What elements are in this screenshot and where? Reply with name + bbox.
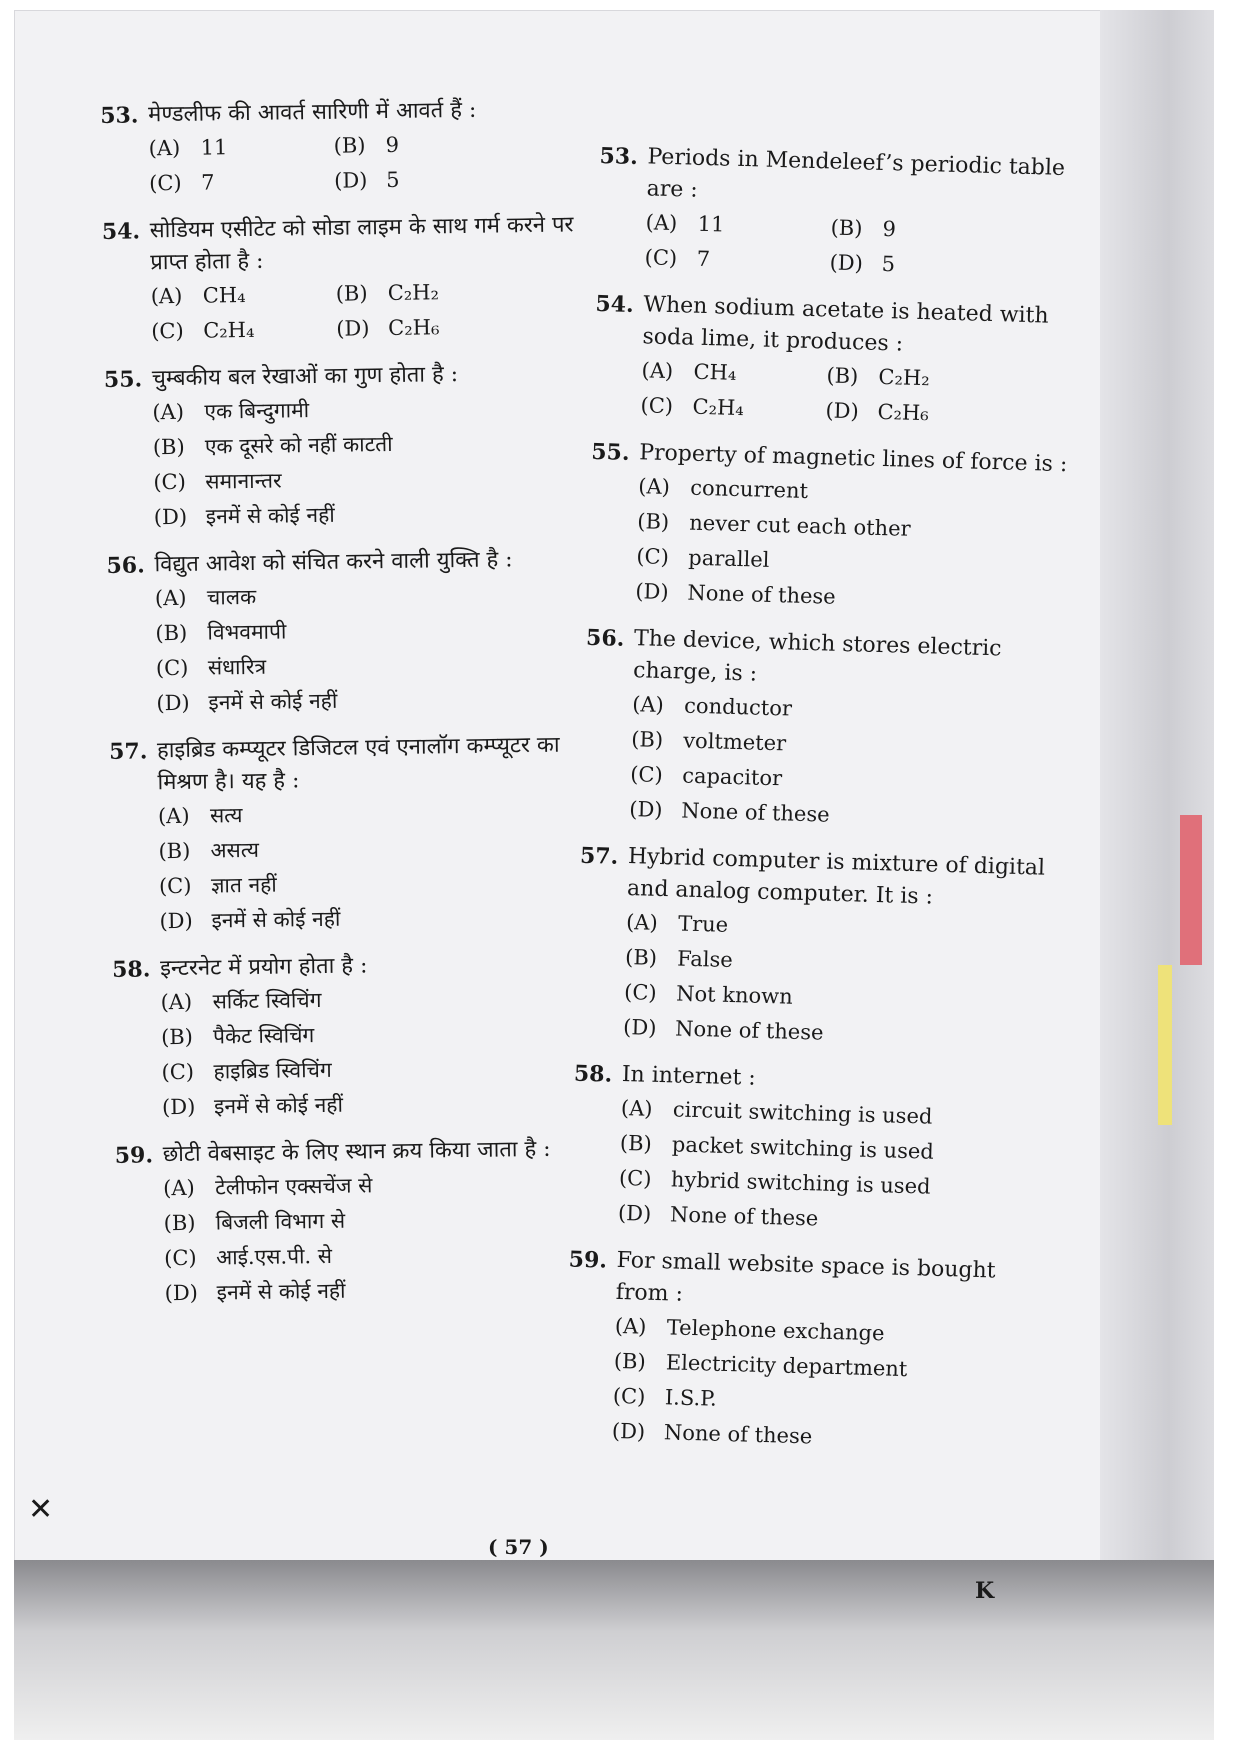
- option-text: 5: [385, 167, 400, 193]
- yellow-page-tab: [1158, 965, 1172, 1125]
- option-text: C₂H₂: [878, 364, 931, 391]
- english-question-55: [587, 436, 1072, 621]
- option: [154, 494, 606, 535]
- option-label: (A): [620, 1095, 653, 1121]
- option-label: (A): [152, 399, 185, 425]
- question-text: हाइब्रिड कम्प्यूटर डिजिटल एवं एनालॉग कम्प्यूटर का मिश्रण है। यह है :: [156, 732, 560, 796]
- hindi-column: [100, 93, 617, 1326]
- question-text: चुम्बकीय बल रेखाओं का गुण होता है :: [151, 362, 459, 392]
- option-label: (A): [641, 358, 674, 384]
- option-text: concurrent: [689, 475, 809, 503]
- question-number: 53.: [599, 142, 639, 171]
- option-label: (B): [160, 1024, 194, 1050]
- option-label: (C): [149, 170, 182, 196]
- option-text: सत्य: [209, 803, 243, 828]
- option-text: None of these: [680, 798, 830, 827]
- option: [148, 129, 333, 167]
- hindi-question-59: [115, 1133, 617, 1312]
- question-number: 54.: [101, 218, 141, 245]
- option-text: parallel: [688, 545, 770, 572]
- options-list: [163, 1165, 617, 1311]
- option-label: (B): [619, 1130, 653, 1156]
- option-text: False: [676, 946, 734, 973]
- option-text: never cut each other: [689, 510, 911, 541]
- option-text: None of these: [687, 580, 837, 609]
- english-column: [563, 140, 1080, 1475]
- hindi-question-55: [104, 357, 606, 536]
- option-text: इनमें से कोई नहीं: [211, 906, 341, 933]
- option-text: पैकेट स्विचिंग: [212, 1023, 315, 1049]
- option-text: voltmeter: [682, 728, 787, 756]
- option-text: CH₄: [693, 359, 737, 385]
- option-text: 7: [696, 246, 711, 272]
- option-label: (D): [622, 1014, 657, 1040]
- options-list: [151, 273, 604, 349]
- option-label: (C): [151, 318, 184, 344]
- option-label: (A): [631, 692, 665, 717]
- option: [826, 358, 1012, 398]
- option-label: (B): [163, 1210, 196, 1236]
- series-code: K: [975, 1578, 995, 1604]
- option-text: C₂H₂: [387, 280, 440, 306]
- option-label: (D): [336, 316, 370, 341]
- option: [156, 680, 608, 721]
- option-label: (D): [617, 1200, 652, 1226]
- option-text: packet switching is used: [671, 1132, 935, 1164]
- option-label: (D): [628, 797, 663, 823]
- option-label: (C): [164, 1245, 197, 1271]
- option: [336, 309, 521, 347]
- question-number: 59.: [568, 1246, 608, 1274]
- option-label: (D): [161, 1094, 196, 1120]
- option-text: C₂H₆: [877, 399, 930, 426]
- english-question-53: [596, 140, 1080, 287]
- option-text: C₂H₄: [203, 317, 255, 343]
- options-list: [155, 575, 609, 721]
- option-text: इनमें से कोई नहीं: [205, 502, 335, 529]
- options-list: [635, 469, 1071, 621]
- question-text: The device, which stores electric charge, is :: [632, 626, 1002, 687]
- option-label: (A): [163, 1175, 195, 1201]
- options-list: [158, 793, 612, 939]
- option: [645, 205, 831, 245]
- question-text: छोटी वेबसाइट के लिए स्थान क्रय किया जाता है :: [162, 1136, 551, 1168]
- option-label: (B): [152, 434, 185, 460]
- option: [334, 161, 519, 199]
- option-text: विभवमापी: [207, 619, 287, 645]
- question-number: 54.: [595, 290, 635, 318]
- option-label: (B): [630, 727, 664, 752]
- option-text: इनमें से कोई नहीं: [213, 1092, 344, 1119]
- option: [335, 274, 520, 312]
- option-label: (C): [636, 544, 670, 570]
- option-label: (B): [158, 838, 191, 864]
- option-label: (C): [640, 393, 674, 419]
- option-label: (B): [624, 945, 658, 970]
- options-list: [629, 687, 1065, 839]
- option: [825, 393, 1011, 433]
- option-label: (C): [618, 1165, 652, 1191]
- option-text: None of these: [674, 1016, 824, 1045]
- option-text: I.S.P.: [664, 1385, 718, 1411]
- question-number: 58.: [573, 1060, 613, 1088]
- option: [829, 245, 1015, 285]
- option-label: (A): [638, 474, 671, 500]
- option-text: conductor: [683, 693, 793, 721]
- option-label: (B): [335, 281, 368, 306]
- options-list: [623, 905, 1059, 1057]
- question-text: Periods in Mendeleef’s periodic table are :: [646, 144, 1066, 203]
- option-text: 5: [881, 251, 896, 277]
- question-number: 55.: [590, 438, 630, 466]
- option-text: 9: [385, 132, 400, 158]
- option-label: (C): [158, 873, 192, 899]
- option-label: (C): [644, 245, 678, 271]
- option-label: (D): [829, 250, 864, 276]
- options-list: [148, 125, 601, 201]
- options-list: [640, 353, 1074, 435]
- option-label: (A): [614, 1313, 647, 1339]
- red-page-tab: [1180, 815, 1202, 965]
- question-number: 59.: [114, 1142, 154, 1169]
- option: [151, 312, 336, 350]
- page-number: ( 57 ): [488, 1535, 549, 1559]
- hindi-question-56: [106, 543, 608, 722]
- english-question-58: [570, 1058, 1055, 1243]
- option-text: C₂H₆: [388, 315, 440, 340]
- hindi-question-57: [109, 729, 612, 940]
- option-text: बिजली विभाग से: [215, 1208, 346, 1235]
- question-number: 53.: [100, 102, 139, 129]
- option: [830, 210, 1016, 250]
- question-number: 56.: [106, 552, 145, 579]
- option-text: हाइब्रिड स्विचिंग: [213, 1057, 332, 1084]
- option-label: (A): [148, 135, 181, 161]
- question-text: In internet :: [621, 1061, 757, 1091]
- option-text: 9: [882, 216, 897, 242]
- margin-cross-mark: ✕: [28, 1492, 54, 1527]
- option: [159, 898, 611, 939]
- option-label: (A): [150, 283, 183, 309]
- question-text: सोडियम एसीटेट को सोडा लाइम के साथ गर्म करने पर प्राप्त होता है :: [149, 212, 574, 276]
- option-text: इनमें से कोई नहीं: [208, 688, 338, 715]
- options-list: [160, 979, 614, 1125]
- option: [640, 388, 826, 428]
- option-label: (A): [625, 910, 659, 935]
- option-label: (C): [629, 762, 664, 787]
- question-text: इन्टरनेट में प्रयोग होता है :: [159, 953, 368, 982]
- option: [333, 126, 518, 164]
- question-text: Hybrid computer is mixture of digital and analog computer. It is :: [626, 844, 1046, 910]
- question-number: 57.: [108, 738, 148, 765]
- option-text: समानान्तर: [205, 468, 282, 494]
- option-label: (A): [645, 210, 678, 236]
- option-text: 7: [200, 170, 215, 195]
- option-label: (A): [157, 803, 190, 829]
- option-label: (B): [155, 620, 188, 646]
- option-text: 11: [200, 135, 228, 160]
- page-edge-stack: [1100, 10, 1214, 1570]
- option-text: चालक: [206, 584, 257, 610]
- option-label: (B): [613, 1348, 647, 1374]
- hindi-question-53: [100, 93, 601, 202]
- option-text: 11: [697, 211, 725, 237]
- option-text: एक दूसरे को नहीं काटती: [204, 431, 393, 459]
- option-label: (A): [160, 989, 193, 1015]
- option-text: True: [677, 911, 729, 937]
- question-number: 55.: [103, 366, 143, 393]
- hindi-question-54: [102, 209, 604, 350]
- options-list: [611, 1309, 1047, 1461]
- option-label: (C): [161, 1059, 195, 1085]
- option-text: टेलीफोन एक्सचेंज से: [215, 1173, 373, 1200]
- option-text: सर्किट स्विचिंग: [212, 987, 322, 1014]
- question-number: 58.: [111, 956, 151, 983]
- option: [149, 164, 334, 202]
- options-list: [152, 389, 606, 535]
- scan-shadow: [14, 1560, 1214, 1740]
- option: [644, 240, 830, 280]
- option-text: C₂H₄: [692, 394, 745, 421]
- option-text: संधारित्र: [207, 654, 267, 680]
- option: [151, 277, 336, 315]
- hindi-question-58: [112, 947, 614, 1126]
- english-question-54: [592, 288, 1076, 435]
- option: [162, 1084, 614, 1125]
- english-question-57: [575, 840, 1061, 1057]
- option-label: (D): [611, 1418, 646, 1444]
- options-list: [618, 1091, 1054, 1243]
- option-label: (D): [825, 398, 860, 424]
- option-text: Not known: [675, 981, 794, 1009]
- option-label: (B): [637, 509, 670, 535]
- question-number: 56.: [585, 624, 625, 652]
- option-label: (C): [612, 1383, 646, 1409]
- option-text: CH₄: [202, 282, 246, 308]
- option-label: (C): [623, 980, 658, 1005]
- question-text: When sodium acetate is heated with soda lime, it produces :: [642, 292, 1049, 357]
- option-text: circuit switching is used: [672, 1097, 933, 1129]
- option-label: (A): [154, 585, 187, 611]
- option: [641, 353, 827, 393]
- option-label: (B): [826, 363, 859, 389]
- question-number: 57.: [579, 842, 619, 870]
- option-label: (C): [153, 469, 186, 495]
- option-text: ज्ञात नहीं: [210, 872, 277, 898]
- option-label: (C): [155, 655, 189, 681]
- option-text: Electricity department: [665, 1350, 908, 1382]
- options-list: [644, 205, 1078, 287]
- option-text: एक बिन्दुगामी: [204, 398, 310, 424]
- option-label: (D): [333, 168, 368, 193]
- question-text: Property of magnetic lines of force is :: [638, 440, 1068, 478]
- option-label: (D): [635, 579, 669, 605]
- option-label: (B): [333, 133, 366, 158]
- question-text: For small website space is bought from :: [615, 1247, 996, 1307]
- option-text: None of these: [663, 1420, 813, 1449]
- option-label: (D): [159, 908, 193, 934]
- option-label: (B): [830, 215, 863, 241]
- option: [164, 1270, 616, 1311]
- option-label: (D): [156, 690, 190, 716]
- option-text: None of these: [669, 1202, 819, 1231]
- option-text: इनमें से कोई नहीं: [216, 1278, 346, 1305]
- question-text: विद्युत आवेश को संचित करने वाली युक्ति है :: [154, 547, 513, 578]
- option-text: Telephone exchange: [666, 1315, 885, 1346]
- english-question-56: [581, 622, 1067, 839]
- option-text: capacitor: [681, 763, 783, 791]
- english-question-59: [563, 1244, 1049, 1461]
- option-label: (D): [153, 504, 188, 530]
- option-label: (D): [164, 1280, 199, 1306]
- option-text: असत्य: [210, 837, 260, 863]
- option-text: hybrid switching is used: [670, 1167, 931, 1199]
- option-text: आई.एस.पी. से: [216, 1243, 333, 1270]
- question-text: मेण्डलीफ की आवर्त सारिणी में आवर्त हैं :: [148, 97, 477, 128]
